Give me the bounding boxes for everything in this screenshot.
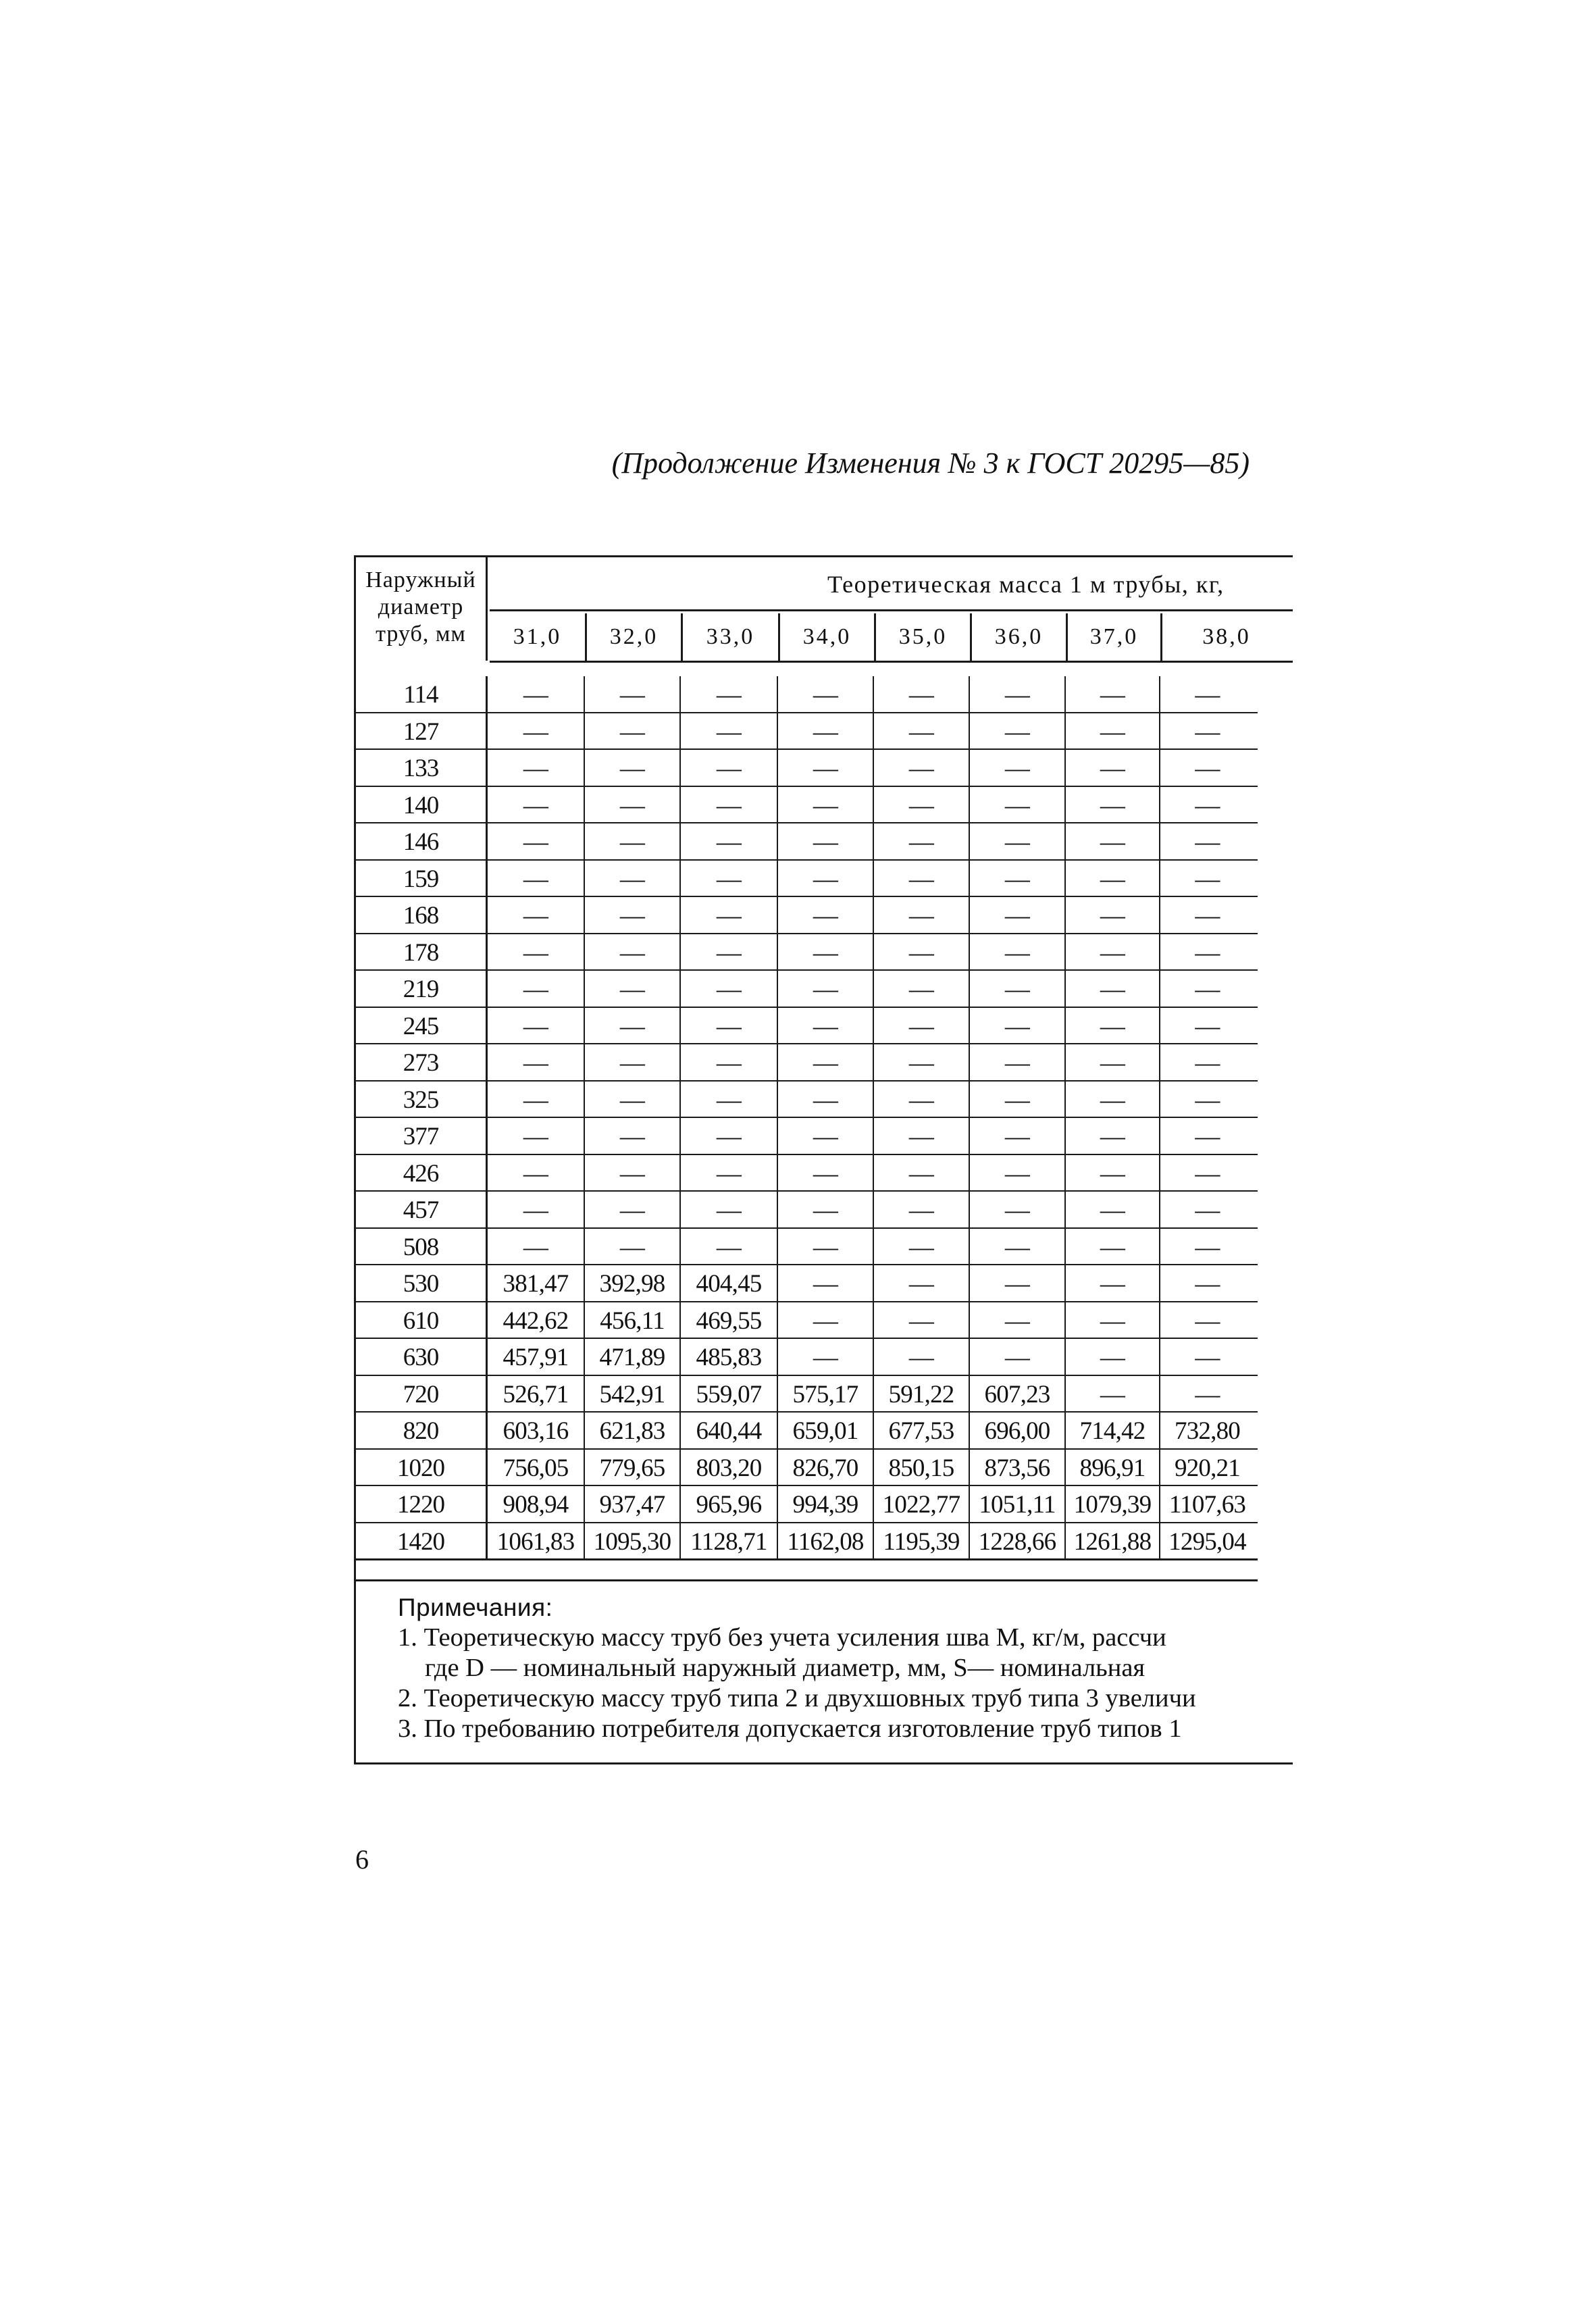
- mass-cell: —: [585, 1008, 681, 1044]
- mass-cell: 442,62: [488, 1302, 585, 1338]
- mass-cell: —: [874, 1155, 970, 1191]
- mass-cell: 1261,88: [1066, 1523, 1160, 1559]
- mass-cell: 1095,30: [585, 1523, 681, 1559]
- mass-cell: 471,89: [585, 1339, 681, 1375]
- mass-cell: 850,15: [874, 1450, 970, 1485]
- mass-cell: —: [970, 1265, 1066, 1301]
- mass-cell: —: [1066, 1229, 1160, 1265]
- mass-cell: —: [1066, 1339, 1160, 1375]
- table-row: [356, 1082, 1258, 1119]
- mass-cell: —: [1195, 681, 1220, 709]
- mass-cell: —: [1195, 1306, 1220, 1335]
- mass-cell: 392,98: [585, 1265, 681, 1301]
- diameter-cell: 720: [356, 1376, 488, 1412]
- mass-cell: —: [488, 1044, 585, 1080]
- mass-cell: 404,45: [681, 1265, 778, 1301]
- diameter-cell: 273: [356, 1044, 488, 1080]
- mass-cell: —: [1195, 1086, 1220, 1114]
- mass-cell: —: [1195, 865, 1220, 893]
- table-row: [356, 1376, 1258, 1413]
- mass-cell: —: [585, 823, 681, 859]
- mass-cell: —: [874, 971, 970, 1007]
- mass-cell: —: [970, 1044, 1066, 1080]
- mass-cell: —: [585, 1082, 681, 1117]
- mass-cell: 607,23: [970, 1376, 1066, 1412]
- mass-cell: 640,44: [681, 1413, 778, 1448]
- mass-cell: —: [488, 897, 585, 933]
- mass-cell: —: [1195, 1123, 1220, 1150]
- mass-cell: —: [778, 1229, 874, 1265]
- mass-cell: —: [488, 1155, 585, 1191]
- table-row: [356, 934, 1258, 971]
- thickness-header-row: [490, 613, 1293, 663]
- table-row: [356, 1413, 1258, 1450]
- mass-cell: —: [970, 823, 1066, 859]
- mass-cell: 603,16: [488, 1413, 585, 1448]
- mass-cell: 659,01: [778, 1413, 874, 1448]
- mass-cell: —: [778, 934, 874, 970]
- page-number: 6: [355, 1844, 369, 1875]
- mass-cell: —: [1066, 861, 1160, 896]
- mass-cell: —: [681, 823, 778, 859]
- mass-cell: —: [1066, 713, 1160, 749]
- diameter-cell: 377: [356, 1118, 488, 1154]
- mass-cell: —: [1066, 1265, 1160, 1301]
- mass-cell: —: [1066, 676, 1160, 712]
- mass-cell: —: [970, 934, 1066, 970]
- mass-cell: —: [488, 823, 585, 859]
- diameter-column-header: [356, 557, 488, 661]
- diameter-cell: 426: [356, 1155, 488, 1191]
- mass-cell: —: [874, 1082, 970, 1117]
- table-row: [356, 861, 1258, 898]
- diameter-cell: 1420: [356, 1523, 488, 1559]
- table-row: [356, 1229, 1258, 1266]
- table-row: [356, 750, 1258, 787]
- mass-cell: —: [1195, 1159, 1220, 1188]
- mass-cell: 779,65: [585, 1450, 681, 1485]
- mass-cell: —: [1195, 828, 1220, 856]
- mass-cell: —: [488, 1008, 585, 1044]
- mass-cell: —: [488, 750, 585, 786]
- diameter-cell: 127: [356, 713, 488, 749]
- mass-cell: 1195,39: [874, 1523, 970, 1559]
- mass-cell: —: [778, 1082, 874, 1117]
- mass-cell: 873,56: [970, 1450, 1066, 1485]
- diameter-header-line: Наружный: [365, 567, 476, 592]
- mass-cell: 591,22: [874, 1376, 970, 1412]
- mass-cell: 1022,77: [874, 1486, 970, 1522]
- diameter-cell: 178: [356, 934, 488, 970]
- mass-cell: —: [778, 861, 874, 896]
- mass-cell: 965,96: [681, 1486, 778, 1522]
- mass-cell: —: [874, 1265, 970, 1301]
- mass-cell: —: [874, 676, 970, 712]
- mass-cell: —: [970, 750, 1066, 786]
- mass-cell: —: [970, 1192, 1066, 1227]
- table-rows: [356, 676, 1258, 1560]
- notes-title: Примечания:: [398, 1594, 553, 1621]
- diameter-cell: 508: [356, 1229, 488, 1265]
- diameter-cell: 530: [356, 1265, 488, 1301]
- mass-cell: 696,00: [970, 1413, 1066, 1448]
- thickness-column-header: 36,0: [972, 613, 1068, 661]
- mass-cell: 677,53: [874, 1413, 970, 1448]
- mass-cell: —: [1195, 1233, 1220, 1261]
- table-row: [356, 1008, 1258, 1045]
- mass-cell: —: [778, 1118, 874, 1154]
- diameter-cell: 1020: [356, 1450, 488, 1485]
- note-item: 3. По требованию потребителя допускается изготовление труб типов 1: [398, 1714, 1182, 1743]
- mass-cell: —: [970, 971, 1066, 1007]
- mass-cell: —: [681, 1192, 778, 1227]
- mass-cell: —: [874, 750, 970, 786]
- mass-cell: —: [585, 861, 681, 896]
- mass-cell: —: [970, 1302, 1066, 1338]
- mass-cell: —: [778, 676, 874, 712]
- mass-cell: —: [488, 676, 585, 712]
- mass-cell: —: [1066, 1082, 1160, 1117]
- diameter-cell: 325: [356, 1082, 488, 1117]
- diameter-cell: 140: [356, 787, 488, 823]
- mass-cell: —: [778, 1339, 874, 1375]
- table-row: [356, 823, 1258, 861]
- note-item: 1. Теоретическую массу труб без учета усиления шва M, кг/м, рассчи: [398, 1623, 1166, 1652]
- mass-cell: —: [778, 713, 874, 749]
- table-row: [356, 1118, 1258, 1155]
- mass-cell: 756,05: [488, 1450, 585, 1485]
- mass-cell: —: [778, 1044, 874, 1080]
- mass-cell: —: [1066, 897, 1160, 933]
- table-row: [356, 897, 1258, 934]
- mass-cell: —: [874, 934, 970, 970]
- mass-cell: —: [1066, 1008, 1160, 1044]
- mass-cell: —: [1066, 1044, 1160, 1080]
- note-item: 2. Теоретическую массу труб типа 2 и двухшовных труб типа 3 увеличи: [398, 1684, 1196, 1712]
- mass-cell: —: [681, 1008, 778, 1044]
- mass-cell: —: [488, 861, 585, 896]
- mass-cell: —: [1195, 1344, 1220, 1371]
- mass-cell: —: [488, 934, 585, 970]
- diameter-cell: 168: [356, 897, 488, 933]
- mass-cell: —: [1195, 975, 1220, 1003]
- mass-cell: —: [1195, 1270, 1220, 1298]
- mass-cell: —: [1066, 1118, 1160, 1154]
- mass-cell: —: [1195, 791, 1220, 819]
- mass-cell: —: [488, 787, 585, 823]
- mass-cell: —: [970, 676, 1066, 712]
- mass-cell: —: [1066, 787, 1160, 823]
- mass-cell: —: [681, 861, 778, 896]
- thickness-column-header: 34,0: [780, 613, 876, 661]
- thickness-column-header: 38,0: [1202, 624, 1251, 649]
- diameter-header-line: труб, мм: [376, 621, 466, 646]
- mass-cell: —: [970, 861, 1066, 896]
- mass-cell: —: [1066, 1302, 1160, 1338]
- mass-cell: —: [970, 897, 1066, 933]
- mass-cell: —: [585, 787, 681, 823]
- mass-cell: —: [585, 1192, 681, 1227]
- mass-cell: —: [585, 713, 681, 749]
- mass-cell: 908,94: [488, 1486, 585, 1522]
- mass-cell: —: [681, 1044, 778, 1080]
- diameter-cell: 245: [356, 1008, 488, 1044]
- mass-cell: 485,83: [681, 1339, 778, 1375]
- mass-cell: —: [778, 1155, 874, 1191]
- mass-cell: —: [874, 1229, 970, 1265]
- mass-cell: 1079,39: [1066, 1486, 1160, 1522]
- mass-cell: —: [970, 1339, 1066, 1375]
- mass-cell: 1051,11: [970, 1486, 1066, 1522]
- mass-cell: —: [970, 1082, 1066, 1117]
- mass-cell: 381,47: [488, 1265, 585, 1301]
- table-row: [356, 1302, 1258, 1340]
- mass-cell: —: [970, 1155, 1066, 1191]
- mass-cell: —: [970, 1118, 1066, 1154]
- table-row: [356, 1155, 1258, 1192]
- mass-cell: 920,21: [1175, 1454, 1240, 1482]
- mass-cell: 542,91: [585, 1376, 681, 1412]
- mass-cell: 1228,66: [970, 1523, 1066, 1559]
- mass-cell: —: [585, 1229, 681, 1265]
- mass-cell: —: [874, 897, 970, 933]
- note-item: где D — номинальный наружный диаметр, мм, S— номинальная: [425, 1654, 1145, 1682]
- mass-cell: —: [681, 1118, 778, 1154]
- table-row: [356, 1044, 1258, 1082]
- mass-cell: —: [778, 897, 874, 933]
- mass-cell: —: [488, 1082, 585, 1117]
- mass-cell: 826,70: [778, 1450, 874, 1485]
- mass-cell: —: [488, 1118, 585, 1154]
- table-footer-gap: [356, 1560, 1258, 1581]
- mass-cell: 1295,04: [1168, 1527, 1246, 1556]
- mass-cell: —: [681, 1082, 778, 1117]
- mass-cell: —: [970, 713, 1066, 749]
- diameter-cell: 114: [356, 676, 488, 712]
- mass-cell: —: [778, 823, 874, 859]
- mass-cell: —: [681, 1229, 778, 1265]
- mass-cell: 1107,63: [1168, 1491, 1246, 1519]
- mass-cell: —: [585, 971, 681, 1007]
- mass-cell: 1128,71: [681, 1523, 778, 1559]
- mass-cell: —: [488, 1192, 585, 1227]
- mass-cell: —: [1066, 1155, 1160, 1191]
- mass-cell: —: [778, 750, 874, 786]
- mass-cell: —: [681, 971, 778, 1007]
- mass-cell: 469,55: [681, 1302, 778, 1338]
- mass-cell: 896,91: [1066, 1450, 1160, 1485]
- mass-cell: —: [1195, 717, 1220, 746]
- mass-cell: 1061,83: [488, 1523, 585, 1559]
- table-row: [356, 676, 1258, 713]
- mass-cell: —: [681, 787, 778, 823]
- diameter-header-line: диаметр: [378, 594, 464, 619]
- table-row: [356, 787, 1258, 824]
- mass-cell: 559,07: [681, 1376, 778, 1412]
- mass-cell: —: [874, 787, 970, 823]
- mass-cell: —: [681, 750, 778, 786]
- mass-cell: —: [874, 1339, 970, 1375]
- mass-cell: —: [874, 1118, 970, 1154]
- thickness-column-header: 35,0: [876, 613, 972, 661]
- mass-cell: 526,71: [488, 1376, 585, 1412]
- diameter-cell: 820: [356, 1413, 488, 1448]
- mass-cell: —: [778, 787, 874, 823]
- mass-cell: —: [778, 1008, 874, 1044]
- table-row: [356, 713, 1258, 751]
- table-row: [356, 1339, 1258, 1376]
- mass-table: [354, 555, 1293, 1764]
- mass-cell: 575,17: [778, 1376, 874, 1412]
- mass-cell: —: [778, 971, 874, 1007]
- mass-cell: —: [1066, 1192, 1160, 1227]
- mass-cell: —: [1195, 755, 1220, 782]
- mass-cell: 1162,08: [778, 1523, 874, 1559]
- mass-cell: —: [1195, 1049, 1220, 1077]
- diameter-cell: 133: [356, 750, 488, 786]
- table-row: [356, 1265, 1258, 1302]
- mass-cell: 621,83: [585, 1413, 681, 1448]
- mass-cell: —: [488, 971, 585, 1007]
- mass-cell: —: [585, 1118, 681, 1154]
- mass-cell: —: [585, 750, 681, 786]
- mass-cell: —: [681, 676, 778, 712]
- mass-cell: 732,80: [1175, 1417, 1240, 1445]
- mass-cell: —: [874, 823, 970, 859]
- diameter-cell: 610: [356, 1302, 488, 1338]
- table-row: [356, 1192, 1258, 1229]
- mass-cell: —: [681, 897, 778, 933]
- mass-cell: —: [1066, 823, 1160, 859]
- mass-cell: —: [681, 934, 778, 970]
- mass-cell: 994,39: [778, 1486, 874, 1522]
- mass-cell: —: [488, 713, 585, 749]
- mass-cell: —: [970, 787, 1066, 823]
- mass-cell: —: [585, 1155, 681, 1191]
- thickness-column-header: 32,0: [587, 613, 683, 661]
- mass-cell: —: [1195, 938, 1220, 967]
- diameter-cell: 219: [356, 971, 488, 1007]
- diameter-cell: 146: [356, 823, 488, 859]
- mass-cell: —: [585, 897, 681, 933]
- thickness-column-header: 31,0: [490, 613, 587, 661]
- mass-cell: —: [970, 1008, 1066, 1044]
- notes: [398, 1592, 1262, 1744]
- continuation-header: (Продолжение Изменения № 3 к ГОСТ 20295—85): [611, 447, 1250, 480]
- mass-cell: —: [585, 676, 681, 712]
- mass-cell: 937,47: [585, 1486, 681, 1522]
- mass-cell: —: [681, 713, 778, 749]
- table-body: [356, 663, 1258, 1581]
- mass-cell: —: [778, 1265, 874, 1301]
- mass-cell: —: [681, 1155, 778, 1191]
- mass-cell: —: [874, 1044, 970, 1080]
- mass-cell: —: [1066, 750, 1160, 786]
- mass-cell: —: [874, 1008, 970, 1044]
- thickness-column-header: 33,0: [683, 613, 780, 661]
- mass-cell: —: [1066, 934, 1160, 970]
- table-row: [356, 1523, 1258, 1561]
- mass-cell: —: [585, 934, 681, 970]
- mass-cell: —: [1066, 1376, 1160, 1412]
- mass-cell: 803,20: [681, 1450, 778, 1485]
- mass-cell: 456,11: [585, 1302, 681, 1338]
- mass-cell: —: [874, 713, 970, 749]
- mass-cell: —: [778, 1192, 874, 1227]
- thickness-column-header: 37,0: [1068, 613, 1162, 661]
- mass-cell: —: [970, 1229, 1066, 1265]
- mass-header: Теоретическая масса 1 м трубы, кг,: [490, 557, 1293, 611]
- mass-cell: —: [585, 1044, 681, 1080]
- mass-cell: —: [1066, 971, 1160, 1007]
- mass-cell: —: [874, 861, 970, 896]
- table-row: [356, 1486, 1258, 1523]
- mass-cell: —: [1195, 1196, 1220, 1224]
- diameter-cell: 630: [356, 1339, 488, 1375]
- mass-cell: —: [874, 1192, 970, 1227]
- mass-cell: 714,42: [1066, 1413, 1160, 1448]
- mass-cell: —: [874, 1302, 970, 1338]
- mass-cell: —: [1195, 1380, 1220, 1408]
- table-row: [356, 1450, 1258, 1487]
- diameter-cell: 159: [356, 861, 488, 896]
- mass-cell: —: [1195, 1012, 1220, 1040]
- diameter-cell: 457: [356, 1192, 488, 1227]
- mass-cell: —: [778, 1302, 874, 1338]
- table-row: [356, 971, 1258, 1008]
- mass-cell: —: [488, 1229, 585, 1265]
- mass-cell: 457,91: [488, 1339, 585, 1375]
- mass-cell: —: [1195, 902, 1220, 930]
- diameter-cell: 1220: [356, 1486, 488, 1522]
